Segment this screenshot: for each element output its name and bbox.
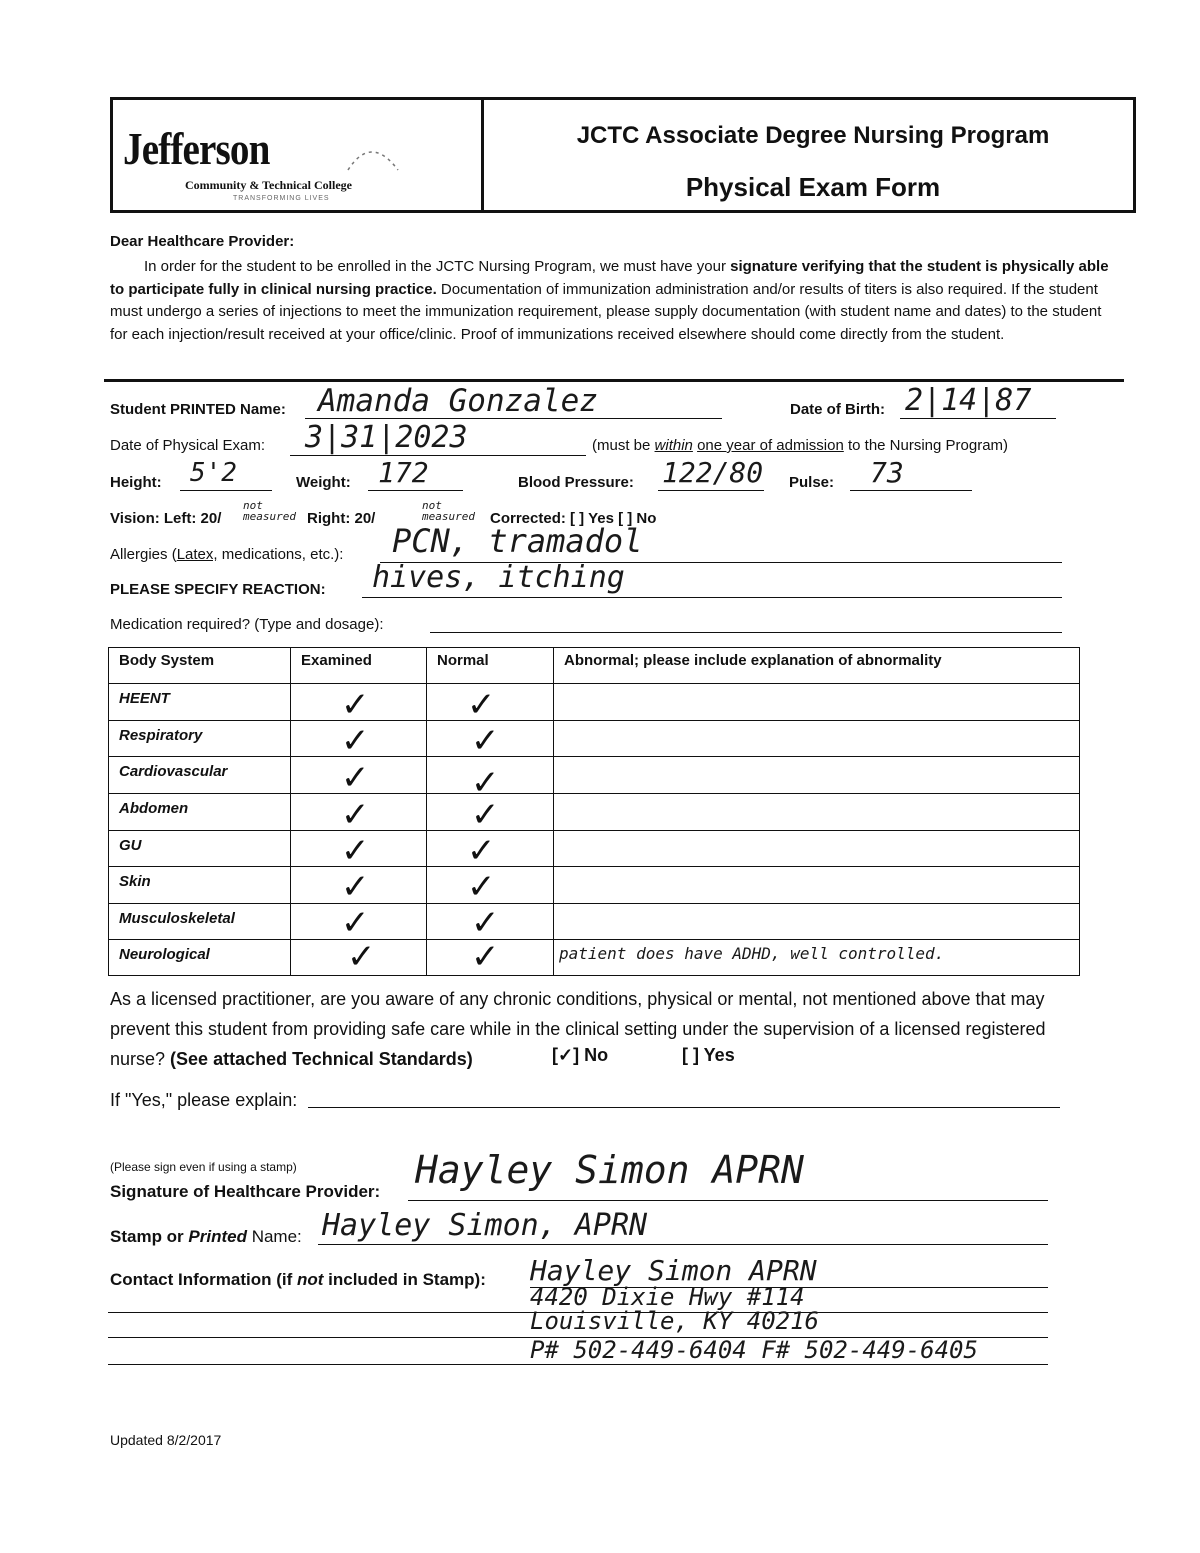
normal-check-icon[interactable]: ✓ [471,903,500,943]
reaction-line [362,597,1062,598]
dob-value[interactable]: 2|14|87 [905,383,1032,418]
signature-label: Signature of Healthcare Provider: [110,1182,381,1201]
examined-check-icon[interactable]: ✓ [341,795,370,835]
stamp-label-italic: Printed [188,1227,247,1246]
intro-text-1: In order for the student to be enrolled in the JCTC Nursing Program, we must have your [144,258,731,275]
pulse-value[interactable]: 73 [870,456,904,489]
contact-line-3[interactable]: Louisville, KY 40216 [530,1307,819,1335]
intro-text-bold: signature verifying that the student is physically able to participate fully in clinical nursing practice. [110,258,1109,298]
table-row-divider [109,830,1079,831]
stamp-label-post: Name: [246,1227,302,1246]
normal-check-icon[interactable]: ✓ [471,763,500,803]
table-row-system: Skin [119,873,151,890]
weight-value[interactable]: 172 [378,456,429,489]
dob-label: Date of Birth: [790,401,885,418]
salutation: Dear Healthcare Provider: [110,233,295,250]
examined-check-icon[interactable]: ✓ [341,831,370,871]
examined-check-icon[interactable]: ✓ [347,937,376,977]
vision-corrected[interactable]: Corrected: [ ] Yes [ ] No [490,510,657,527]
student-name-value[interactable]: Amanda Gonzalez [318,383,598,419]
no-option-checkbox[interactable]: [✓] No [552,1045,609,1065]
reaction-value[interactable]: hives, itching [372,560,625,595]
contact-rule [108,1364,1048,1365]
signature-line [408,1200,1048,1201]
body-system-table [108,647,1080,976]
signature-note: (Please sign even if using a stamp) [110,1160,297,1174]
exam-date-label: Date of Physical Exam: [110,437,266,454]
contact-line-4[interactable]: P# 502-449-6404 F# 502-449-6405 [530,1336,978,1364]
contact-label-post: included in Stamp): [323,1270,486,1289]
table-col-divider [426,648,427,975]
table-col-divider [553,648,554,975]
exam-note-post: to the Nursing Program) [843,437,1009,454]
table-header-examined: Examined [301,652,372,669]
table-row-divider [109,683,1079,684]
contact-line-2[interactable]: 4420 Dixie Hwy #114 [530,1283,805,1311]
normal-check-icon[interactable]: ✓ [471,937,500,977]
stamp-label-pre: Stamp or [110,1227,189,1246]
table-row-divider [109,756,1079,757]
yes-option-checkbox[interactable]: [ ] Yes [682,1045,735,1065]
college-logo-arc-icon [343,140,403,174]
explain-label: If "Yes," please explain: [110,1090,298,1110]
dob-line [900,418,1056,419]
bp-line [658,490,764,491]
exam-note-pre: (must be [592,437,655,454]
college-logo-subtitle: Community & Technical College [185,178,352,192]
exam-note-within: within [654,437,693,454]
table-row-divider [109,939,1079,940]
signature-value[interactable]: Hayley Simon APRN [415,1148,804,1192]
allergies-label-pre: Allergies ( [110,546,177,563]
question-text: As a licensed practitioner, are you aware of any chronic conditions, physical or mental, not mentioned above that may prevent this student from providing safe care while in the clinical setting under the supervision of a licensed registered nurse? [110,989,1046,1069]
exam-date-value[interactable]: 3|31|2023 [305,420,468,455]
table-row-divider [109,903,1079,904]
normal-check-icon[interactable]: ✓ [467,831,496,871]
height-line [180,490,272,491]
table-row-system: Neurological [119,946,210,963]
examined-check-icon[interactable]: ✓ [341,721,370,761]
abnormal-explanation[interactable]: patient does have ADHD, well controlled. [559,944,945,963]
table-row-system: Musculoskeletal [119,910,235,927]
allergies-value[interactable]: PCN, tramadol [392,522,643,560]
student-name-label: Student PRINTED Name: [110,401,286,418]
vision-left-value[interactable]: not measured [243,499,296,523]
updated-date: Updated 8/2/2017 [110,1432,222,1448]
question-bold: (See attached Technical Standards) [170,1049,473,1069]
bp-label: Blood Pressure: [518,474,634,491]
vision-right-label: Right: 20/ [307,510,376,527]
exam-date-note [592,437,1008,454]
pulse-line [850,490,972,491]
examined-check-icon[interactable]: ✓ [341,685,370,725]
table-row-system: Respiratory [119,727,203,744]
contact-label-pre: Contact Information (if [110,1270,297,1289]
explain-line [308,1107,1060,1108]
stamp-label [110,1227,302,1247]
intro-paragraph [110,256,1120,346]
reaction-label: PLEASE SPECIFY REACTION: [110,581,326,598]
medication-line [430,632,1062,633]
college-logo-tagline: TRANSFORMING LIVES [233,195,330,202]
table-row-system: Cardiovascular [119,763,228,780]
section-rule [104,379,1124,382]
table-row-divider [109,793,1079,794]
program-title: JCTC Associate Degree Nursing Program [576,122,1050,149]
table-row-system: Abdomen [119,800,189,817]
stamp-line [318,1244,1048,1245]
contact-label-italic: not [296,1270,324,1289]
header-divider [481,100,484,210]
medication-label: Medication required? (Type and dosage): [110,616,384,633]
bp-value[interactable]: 122/80 [662,456,764,489]
table-row-system: GU [119,837,142,854]
normal-check-icon[interactable]: ✓ [471,795,500,835]
vision-right-value[interactable]: not measured [422,499,475,523]
intro-text-2: Documentation of immunization administration and/or results of titers is also required. If the student must undergo a series of injections to meet the immunization requirement, please supply documentation (with student name and dates) to the student for each injection/result received at your office/clinic. Proof of immunizations received elsewhere should come directly from the student. [110,280,1102,343]
exam-note-link: one year of admission [697,437,844,454]
table-col-divider [290,648,291,975]
student-name-line [305,418,722,419]
form-title: Physical Exam Form [685,172,941,202]
allergies-label-post: medications, etc.): [217,546,344,563]
allergies-label [110,546,343,563]
height-value[interactable]: 5'2 [190,458,237,488]
table-header-system: Body System [119,652,215,669]
table-header-abnormal: Abnormal; please include explanation of abnormality [564,652,942,669]
table-row-system: HEENT [119,690,170,707]
table-header-normal: Normal [437,652,489,669]
stamp-value[interactable]: Hayley Simon, APRN [322,1208,648,1243]
normal-check-icon[interactable]: ✓ [471,721,500,761]
normal-check-icon[interactable]: ✓ [467,685,496,725]
table-row-divider [109,866,1079,867]
exam-date-line [290,455,586,456]
examined-check-icon[interactable]: ✓ [341,903,370,943]
contact-label [110,1270,486,1290]
pulse-label: Pulse: [789,474,835,491]
weight-line [368,490,463,491]
height-label: Height: [110,474,162,491]
contact-line-1[interactable]: Hayley Simon APRN [530,1254,817,1287]
table-row-divider [109,720,1079,721]
weight-label: Weight: [296,474,351,491]
examined-check-icon[interactable]: ✓ [341,867,370,907]
normal-check-icon[interactable]: ✓ [467,867,496,907]
form-header [110,97,1136,213]
examined-check-icon[interactable]: ✓ [341,758,370,798]
allergies-label-latex: Latex, [176,546,218,563]
college-logo-name: Jefferson [123,123,270,174]
vision-left-label: Vision: Left: 20/ [110,510,222,527]
